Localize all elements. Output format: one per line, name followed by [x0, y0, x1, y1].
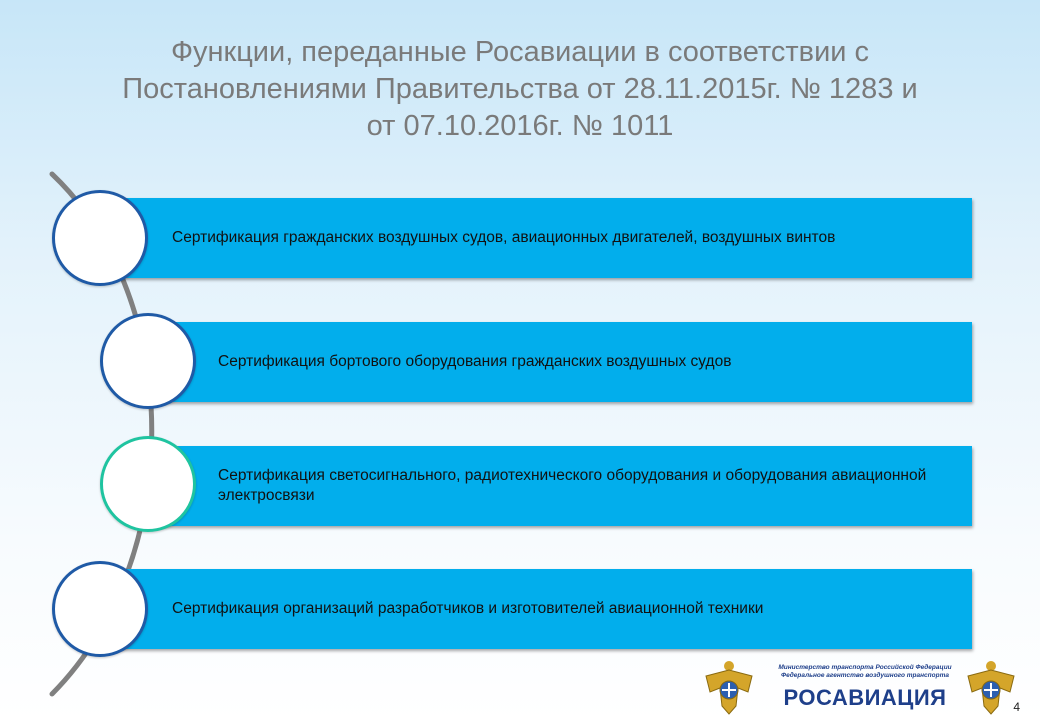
agency-name: РОСАВИАЦИЯ [783, 685, 947, 710]
list-item-text: Сертификация гражданских воздушных судов, авиационных двигателей, воздушных винтов [172, 229, 836, 246]
bullet-circle-highlighted [100, 436, 196, 532]
ministry-line: Министерство транспорта Российской Федерации [778, 664, 952, 671]
eagle-emblem-icon [700, 658, 758, 716]
title-line-1: Функции, переданные Росавиации в соответствии с [170, 36, 870, 68]
list-item-text: Сертификация светосигнального, радиотехнического оборудования и оборудования авиационной электросвязи [218, 467, 927, 504]
list-item-text: Сертификация организаций разработчиков и изготовителей авиационной техники [172, 600, 764, 617]
rosaviatsia-logo [700, 656, 1030, 720]
list-item-bar [150, 322, 972, 402]
title-line-3: от 07.10.2016г. № 1011 [366, 110, 674, 142]
title-line-2: Постановлениями Правительства от 28.11.2015г. № 1283 и [122, 73, 918, 105]
bullet-circle [52, 190, 148, 286]
bullet-circle [100, 313, 196, 409]
list-item-bar [92, 569, 972, 649]
list-item-bar [92, 198, 972, 278]
bullet-circle [52, 561, 148, 657]
list-item-bar [150, 446, 972, 526]
eagle-emblem-icon [962, 658, 1020, 716]
agency-line: Федеральное агентство воздушного транспорта [781, 672, 949, 679]
list-item-text: Сертификация бортового оборудования гражданских воздушных судов [218, 353, 732, 370]
agency-wordmark [772, 664, 958, 711]
page-number: 4 [1013, 700, 1020, 714]
